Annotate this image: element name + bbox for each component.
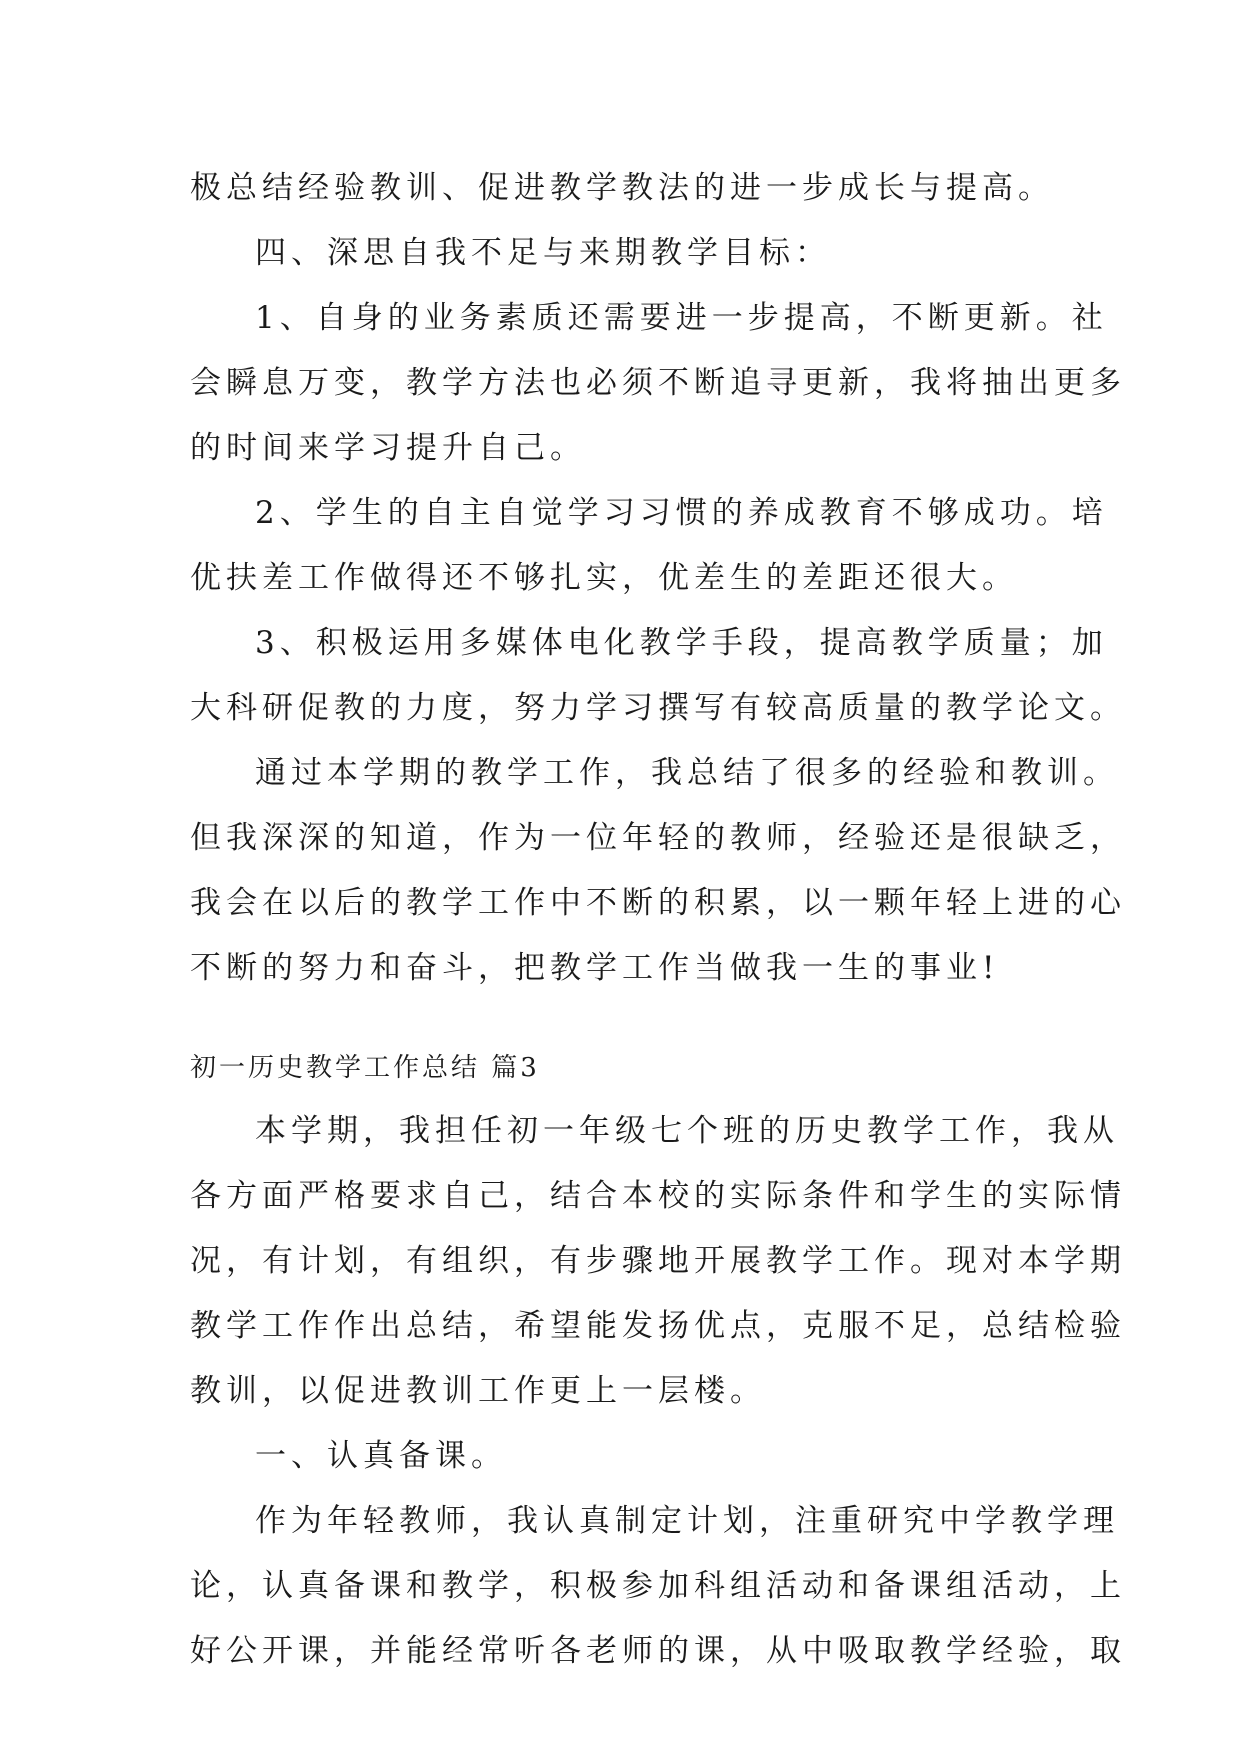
paragraph-line: 好公开课，并能经常听各老师的课，从中吸取教学经验，取 [190, 1633, 1126, 1669]
paragraph-line: 优扶差工作做得还不够扎实，优差生的差距还很大。 [190, 560, 1018, 596]
paragraph-line: 作为年轻教师，我认真制定计划，注重研究中学教学理 [255, 1503, 1119, 1539]
paragraph-line: 的时间来学习提升自己。 [190, 430, 586, 466]
paragraph-line: 3、积极运用多媒体电化教学手段，提高教学质量；加 [255, 625, 1108, 661]
paragraph-line: 但我深深的知道，作为一位年轻的教师，经验还是很缺乏， [190, 820, 1126, 856]
paragraph-line: 1、自身的业务素质还需要进一步提高，不断更新。社 [255, 300, 1108, 336]
paragraph-line: 极总结经验教训、促进教学教法的进一步成长与提高。 [190, 170, 1054, 206]
paragraph-line: 大科研促教的力度，努力学习撰写有较高质量的教学论文。 [190, 690, 1126, 726]
paragraph-line: 本学期，我担任初一年级七个班的历史教学工作，我从 [255, 1113, 1119, 1149]
paragraph-line: 各方面严格要求自己，结合本校的实际条件和学生的实际情 [190, 1178, 1126, 1214]
section-heading-line: 一、认真备课。 [255, 1438, 507, 1474]
paragraph-line: 我会在以后的教学工作中不断的积累，以一颗年轻上进的心 [190, 885, 1126, 921]
paragraph-line: 况，有计划，有组织，有步骤地开展教学工作。现对本学期 [190, 1243, 1126, 1279]
paragraph-line: 论，认真备课和教学，积极参加科组活动和备课组活动，上 [190, 1568, 1126, 1604]
paragraph-line: 不断的努力和奋斗，把教学工作当做我一生的事业! [190, 950, 1000, 986]
paragraph-line: 会瞬息万变，教学方法也必须不断追寻更新，我将抽出更多 [190, 365, 1126, 401]
article-title: 初一历史教学工作总结 篇3 [190, 1053, 540, 1083]
paragraph-line: 教学工作作出总结，希望能发扬优点，克服不足，总结检验 [190, 1308, 1126, 1344]
paragraph-line: 教训，以促进教训工作更上一层楼。 [190, 1373, 766, 1409]
section-heading-line: 四、深思自我不足与来期教学目标： [255, 235, 831, 271]
paragraph-line: 通过本学期的教学工作，我总结了很多的经验和教训。 [255, 755, 1119, 791]
paragraph-line: 2、学生的自主自觉学习习惯的养成教育不够成功。培 [255, 495, 1108, 531]
